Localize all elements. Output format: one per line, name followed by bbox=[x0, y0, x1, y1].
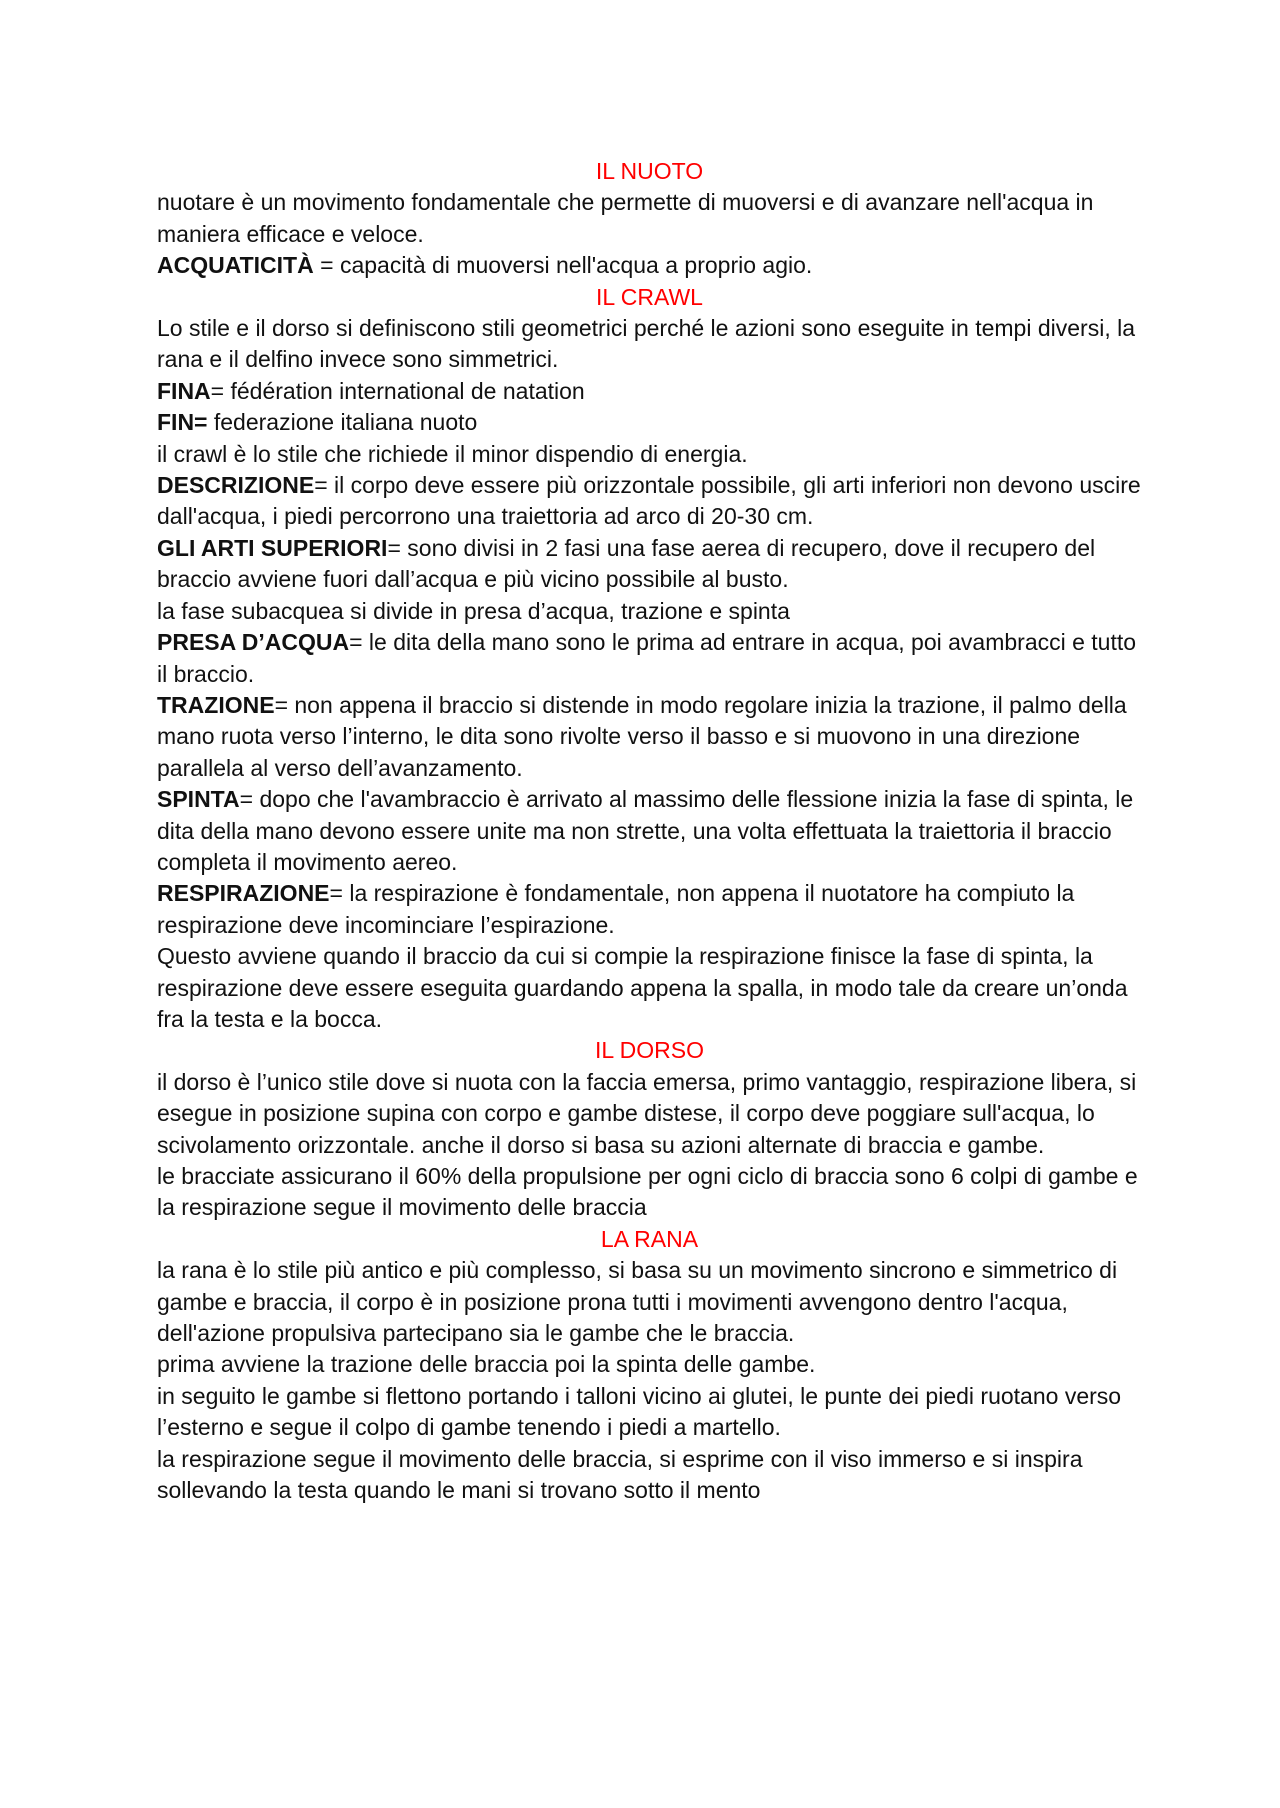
paragraph bbox=[157, 941, 1142, 1035]
paragraph bbox=[157, 1067, 1142, 1161]
paragraph-text: = non appena il braccio si distende in modo regolare inizia la trazione, il palmo della mano ruota verso l’interno, le dita sono rivolte verso il basso e si muovono in una direzione parallela al verso dell’avanzamento. bbox=[157, 691, 1127, 781]
section-il-crawl bbox=[157, 282, 1142, 1036]
term-fin: FIN= bbox=[157, 409, 208, 436]
section-il-dorso bbox=[157, 1035, 1142, 1223]
paragraph bbox=[157, 376, 1142, 407]
paragraph bbox=[157, 1349, 1142, 1380]
paragraph-text: la respirazione segue il movimento delle braccia, si esprime con il viso immerso e si inspira sollevando la testa quando le mani si trovano sotto il mento bbox=[157, 1445, 1083, 1504]
paragraph-text: Lo stile e il dorso si definiscono stili geometrici perché le azioni sono eseguite in tempi diversi, la rana e il delfino invece sono simmetrici. bbox=[157, 315, 1135, 373]
paragraph-text: = dopo che l'avambraccio è arrivato al massimo delle flessione inizia la fase di spinta, le dita della mano devono essere unite ma non strette, una volta effettuata la traiettoria il braccio completa il movimento aereo. bbox=[157, 786, 1134, 875]
section-heading: IL CRAWL bbox=[596, 283, 703, 310]
paragraph-text: in seguito le gambe si flettono portando i talloni vicino ai glutei, le punte dei piedi ruotano verso l’esterno e segue il colpo di gambe tenendo i piedi a martello. bbox=[157, 1382, 1122, 1441]
paragraph bbox=[157, 470, 1142, 533]
paragraph bbox=[157, 1381, 1142, 1444]
paragraph bbox=[157, 439, 1142, 470]
paragraph bbox=[157, 187, 1142, 250]
paragraph bbox=[157, 878, 1142, 941]
paragraph bbox=[157, 1255, 1142, 1349]
term-arti-superiori: GLI ARTI SUPERIORI bbox=[157, 534, 388, 561]
paragraph bbox=[157, 690, 1142, 784]
term-spinta: SPINTA bbox=[157, 786, 240, 813]
term-fina: FINA bbox=[157, 377, 211, 404]
term-respirazione: RESPIRAZIONE bbox=[157, 880, 330, 907]
paragraph-text: la rana è lo stile più antico e più complesso, si basa su un movimento sincrono e simmetrico di gambe e braccia, il corpo è in posizione prona tutti i movimenti avvengono dentro l'acqua, dell'azione propulsiva partecipano sia le gambe che le braccia. bbox=[157, 1257, 1118, 1347]
paragraph-text: = fédération international de natation bbox=[210, 377, 585, 404]
section-il-nuoto bbox=[157, 156, 1142, 282]
document-page bbox=[157, 156, 1142, 1506]
paragraph-text: il dorso è l’unico stile dove si nuota con la faccia emersa, primo vantaggio, respirazione libera, si esegue in posizione supina con corpo e gambe distese, il corpo deve poggiare sull'acqua, lo scivolamento orizzontale. anche il dorso si basa su azioni alternate di braccia e gambe. bbox=[157, 1068, 1137, 1158]
paragraph-text: = capacità di muoversi nell'acqua a proprio agio. bbox=[313, 252, 813, 279]
paragraph bbox=[157, 250, 1142, 281]
paragraph-text: le bracciate assicurano il 60% della propulsione per ogni ciclo di braccia sono 6 colpi di gambe e la respirazione segue il movimento delle braccia bbox=[157, 1163, 1138, 1221]
term-acquaticita: ACQUATICITÀ bbox=[157, 252, 314, 279]
paragraph bbox=[157, 533, 1142, 596]
paragraph-text: Questo avviene quando il braccio da cui si compie la respirazione finisce la fase di spinta, la respirazione deve essere eseguita guardando appena la spalla, in modo tale da creare un’onda fra la testa e la bocca. bbox=[157, 943, 1128, 1032]
paragraph-text: prima avviene la trazione delle braccia poi la spinta delle gambe. bbox=[157, 1351, 816, 1378]
paragraph bbox=[157, 596, 1142, 627]
paragraph-text: = la respirazione è fondamentale, non appena il nuotatore ha compiuto la respirazione deve incominciare l’espirazione. bbox=[157, 880, 1075, 938]
paragraph-text: = sono divisi in 2 fasi una fase aerea di recupero, dove il recupero del braccio avviene fuori dall’acqua e più vicino possibile al busto. bbox=[157, 534, 1096, 593]
term-descrizione: DESCRIZIONE bbox=[157, 472, 315, 499]
paragraph-text: = il corpo deve essere più orizzontale possibile, gli arti inferiori non devono uscire dall'acqua, i piedi percorrono una traiettoria ad arco di 20-30 cm. bbox=[157, 472, 1141, 530]
paragraph-text: il crawl è lo stile che richiede il minor dispendio di energia. bbox=[157, 440, 748, 467]
paragraph bbox=[157, 1444, 1142, 1507]
paragraph bbox=[157, 407, 1142, 438]
term-trazione: TRAZIONE bbox=[157, 691, 275, 718]
paragraph bbox=[157, 627, 1142, 690]
paragraph-text: = le dita della mano sono le prima ad entrare in acqua, poi avambracci e tutto il braccio. bbox=[157, 629, 1137, 687]
paragraph bbox=[157, 1161, 1142, 1224]
paragraph bbox=[157, 784, 1142, 878]
section-heading: LA RANA bbox=[600, 1225, 699, 1252]
paragraph-text: federazione italiana nuoto bbox=[207, 409, 478, 436]
paragraph bbox=[157, 313, 1142, 376]
paragraph-text: nuotare è un movimento fondamentale che permette di muoversi e di avanzare nell'acqua in maniera efficace e veloce. bbox=[157, 189, 1094, 247]
term-presa-acqua: PRESA D’ACQUA bbox=[157, 629, 350, 656]
section-heading: IL NUOTO bbox=[595, 158, 704, 184]
section-la-rana bbox=[157, 1224, 1142, 1507]
section-heading: IL DORSO bbox=[594, 1037, 705, 1064]
paragraph-text: la fase subacquea si divide in presa d’acqua, trazione e spinta bbox=[157, 597, 790, 624]
